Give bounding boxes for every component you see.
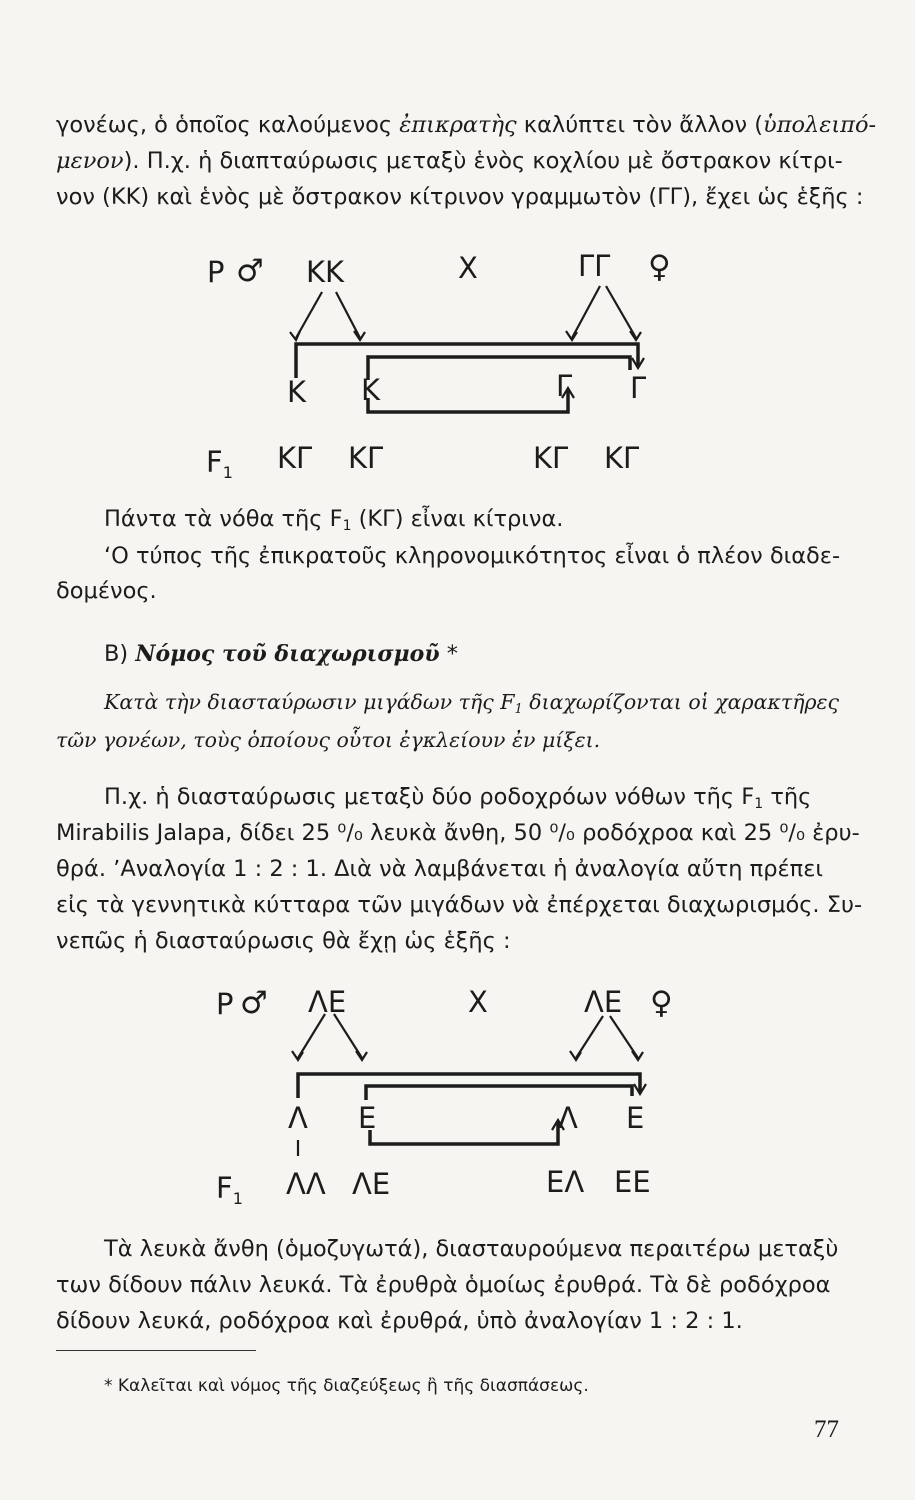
- law-title: Νόμος τοῦ διαχωρισμοῦ: [135, 641, 440, 667]
- offspring-genotype: ΚΓ: [348, 441, 384, 475]
- law-statement-line-1: Κατὰ τὴν διασταύρωσιν μιγάδων τῆς F1 διαχωρίζονται οἱ χαρακτῆρες: [104, 690, 840, 717]
- p-generation-label: P: [207, 255, 225, 289]
- gamete: Ε: [358, 1101, 377, 1135]
- male-symbol-icon: ♂: [236, 253, 264, 289]
- parent-genotype-left: ΛΕ: [308, 985, 347, 1019]
- offspring-genotype: ΚΓ: [277, 441, 313, 475]
- example-line-4: εἰς τὰ γεννητικὰ κύτταρα τῶν μιγάδων νὰ ἐπέρχεται διαχωρισμός. Συ-: [56, 892, 863, 918]
- offspring-genotype: ΚΓ: [604, 441, 640, 475]
- law-statement-line-2: τῶν γονέων, τοὺς ὁποίους οὗτοι ἐγκλείουν ἐν μίξει.: [56, 728, 601, 752]
- parent-genotype-left: ΚΚ: [306, 255, 345, 289]
- intro-line-2: μενον). Π.χ. ἡ διαπταύρωσις μεταξὺ ἑνὸς κοχλίου μὲ ὄστρακον κίτρι-: [56, 148, 843, 174]
- gamete: Κ: [361, 373, 381, 407]
- offspring-genotype: ΚΓ: [533, 441, 569, 475]
- f1-generation-label: $F_1$: [216, 1171, 243, 1208]
- gamete: Κ: [287, 375, 307, 409]
- p-generation-label: P: [216, 987, 234, 1021]
- female-symbol-icon: ♀: [648, 249, 671, 285]
- term-recessive: ὑπολειπό-: [763, 112, 877, 138]
- page-number: 77: [814, 1416, 839, 1443]
- example-line-2: Mirabilis Jalapa, δίδει 25 ⁰/₀ λευκὰ ἄνθη, 50 ⁰/₀ ροδόχροα καὶ 25 ⁰/₀ ἐρυ-: [56, 820, 860, 846]
- example-line-1: Π.χ. ἡ διασταύρωσις μεταξὺ δύο ροδοχρόων νόθων τῆς F1 τῆς: [104, 784, 812, 812]
- conclusion-line-2: των δίδουν πάλιν λευκά. Τὰ ἐρυθρὰ ὁμοίως ἐρυθρά. Τὰ δὲ ροδόχροα: [56, 1272, 831, 1298]
- offspring-genotype: ΛΛ: [286, 1167, 326, 1201]
- offspring-genotype: ΕΛ: [546, 1165, 585, 1199]
- cross-symbol: X: [458, 251, 478, 285]
- footnote: * Καλεῖται καὶ νόμος τῆς διαζεύξεως ἢ τῆς διασπάσεως.: [104, 1376, 589, 1396]
- gamete: Γ: [630, 371, 647, 405]
- example-line-3: θρά. ʼΑναλογία 1 : 2 : 1. Διὰ νὰ λαμβάνεται ἡ ἀναλογία αὔτη πρέπει: [56, 856, 823, 882]
- section-b-heading: Β) Νόμος τοῦ διαχωρισμοῦ *: [104, 641, 458, 667]
- female-symbol-icon: ♀: [650, 985, 673, 1021]
- gamete: Ε: [626, 1101, 645, 1135]
- gamete: Λ: [288, 1101, 308, 1135]
- gamete: Λ: [558, 1101, 578, 1135]
- cross-symbol: X: [468, 985, 488, 1019]
- male-symbol-icon: ♂: [240, 985, 268, 1021]
- section-a-line-1: Πάντα τὰ νόθα τῆς F1 (ΚΓ) εἶναι κίτρινα.: [104, 506, 564, 534]
- term-dominant: ἐπικρατὴς: [399, 112, 517, 138]
- offspring-genotype: ΛΕ: [352, 1167, 391, 1201]
- f1-generation-label: $F_1$: [206, 445, 233, 482]
- section-a-line-3: δομένος.: [56, 578, 157, 604]
- intro-line-3: νον (ΚΚ) καὶ ἑνὸς μὲ ὄστρακον κίτρινον γραμμωτὸν (ΓΓ), ἔχει ὡς ἑξῆς :: [56, 184, 864, 210]
- gamete: Γ: [556, 369, 573, 403]
- section-a-line-2: ʻΟ τύπος τῆς ἐπικρατοῦς κληρονομικότητος εἶναι ὁ πλέον διαδε-: [104, 543, 841, 569]
- parent-genotype-right: ΓΓ: [578, 249, 611, 283]
- offspring-genotype: ΕΕ: [614, 1165, 651, 1199]
- parent-genotype-right: ΛΕ: [584, 985, 623, 1019]
- conclusion-line-3: δίδουν λευκά, ροδόχροα καὶ ἐρυθρά, ὑπὸ ἀναλογίαν 1 : 2 : 1.: [56, 1308, 743, 1334]
- intro-line-1: γονέως, ὁ ὁποῖος καλούμενος ἐπικρατὴς καλύπτει τὸν ἄλλον (ὑπολειπό-: [56, 112, 877, 138]
- conclusion-line-1: Τὰ λευκὰ ἄνθη (ὁμοζυγωτά), διασταυρούμενα περαιτέρω μεταξὺ: [104, 1236, 839, 1262]
- example-line-5: νεπῶς ἡ διασταύρωσις θὰ ἔχῃ ὡς ἑξῆς :: [56, 928, 511, 954]
- footnote-divider: [56, 1350, 256, 1351]
